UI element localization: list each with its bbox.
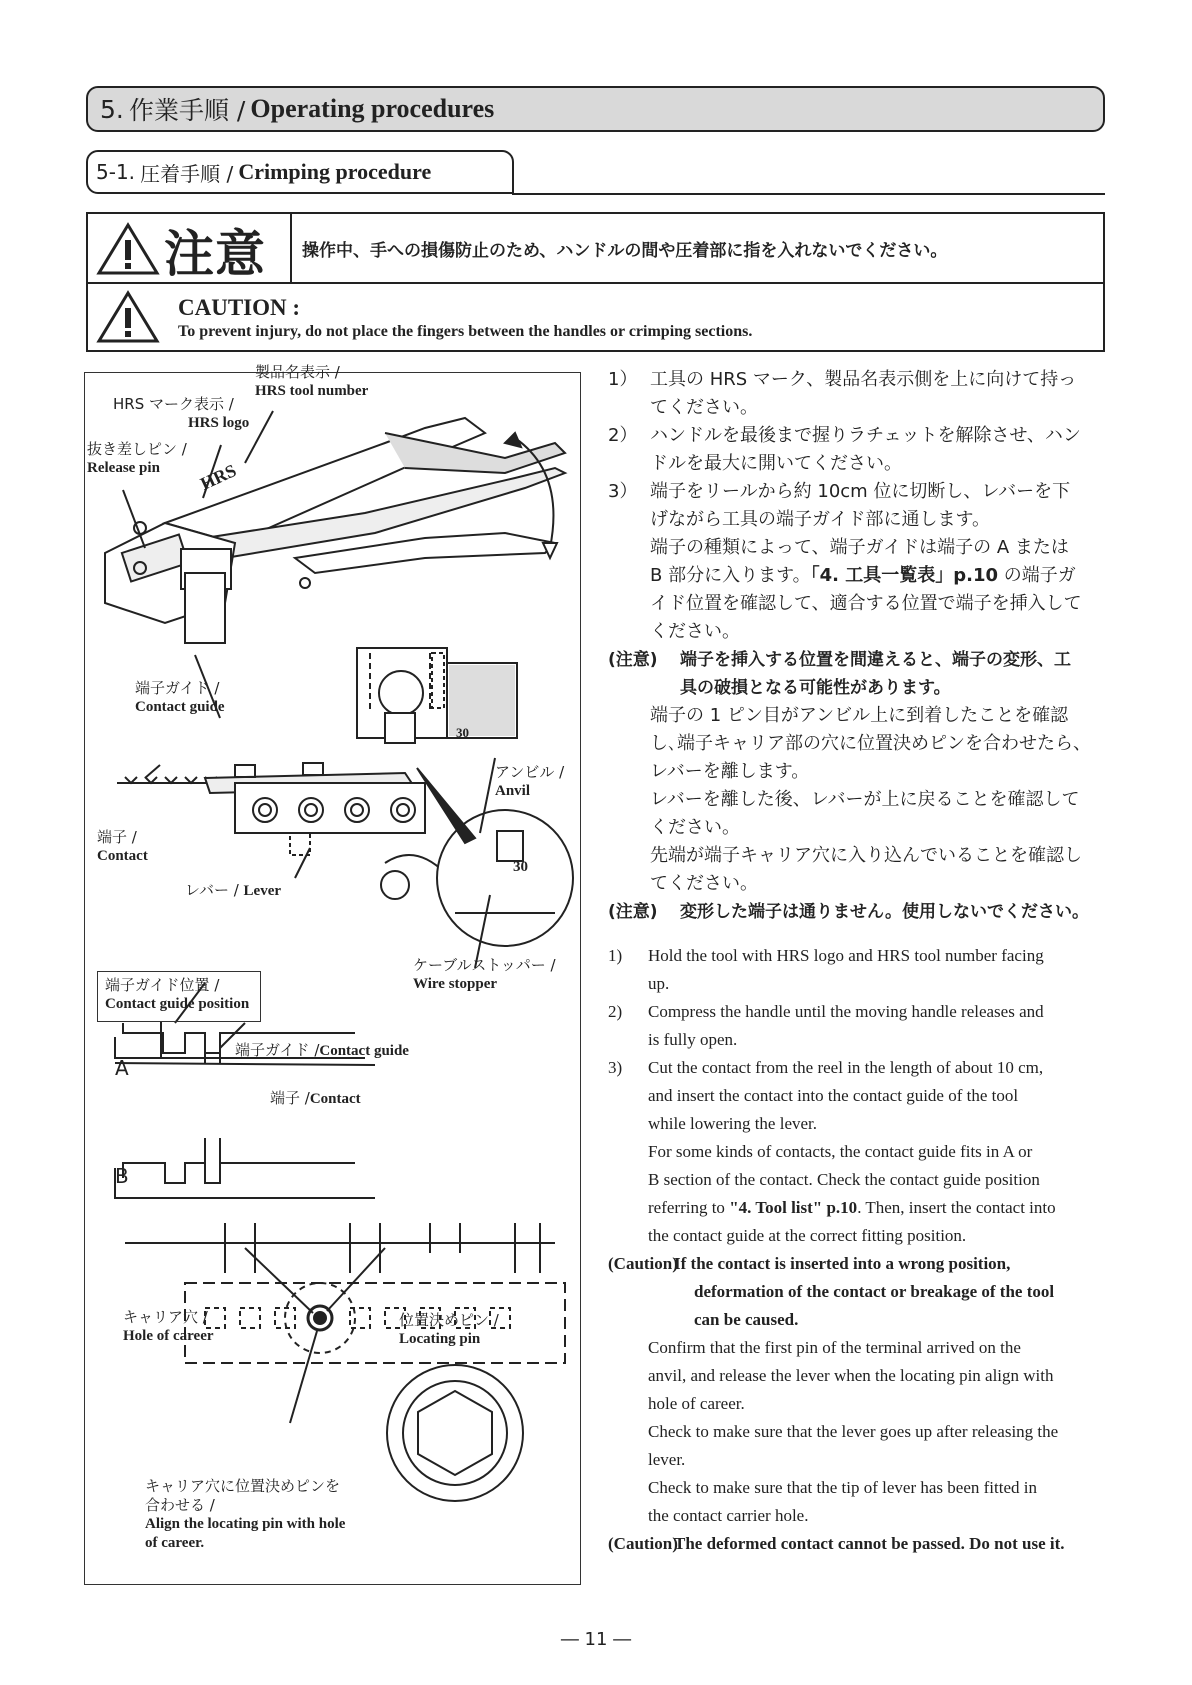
subsection-rule xyxy=(512,193,1105,195)
en-caution-1: (Caution) If the contact is inserted into a wrong position, deformation of the contact or breakage of the tool can be caused. xyxy=(608,1254,1055,1329)
tool-list-reference-jp: 「4. 工具一覧表」p.10 xyxy=(810,565,999,586)
caution-jp-row xyxy=(88,214,1103,284)
label-contact-a: 端子 /Contact xyxy=(270,1089,361,1107)
jp-paragraph-1: 端子の 1 ピン目がアンビル上に到着したことを確認 し､端子キャリア部の穴に位置決めピンを合わせたら、 レバーを離します。 xyxy=(650,705,1091,782)
steps-japanese xyxy=(608,366,1108,926)
section-title-jp: 作業手順 / xyxy=(128,96,246,125)
subsection-title-jp: 圧着手順 / xyxy=(140,161,234,186)
label-section-a: A xyxy=(115,1056,129,1080)
label-contact-guide: 端子ガイド / Contact guide xyxy=(135,679,225,715)
warning-triangle-icon xyxy=(96,222,160,276)
jp-caution-1: (注意) 端子を挿入する位置を間違えると、端子の変形、工 具の破損となる可能性があります。 xyxy=(608,650,1071,698)
label-lever: レバー / Lever xyxy=(185,881,282,899)
label-hrs-mark: HRS マーク表示 / HRS logo xyxy=(113,395,250,431)
label-wire-stopper: ケーブルストッパー / Wire stopper xyxy=(413,956,556,992)
label-anvil: アンビル / Anvil xyxy=(495,763,565,799)
caution-jp-text: 操作中、手への損傷防止のため、ハンドルの間や圧着部に指を入れないでください。 xyxy=(302,241,948,261)
mark-30: 30 xyxy=(456,725,469,740)
caution-en-row xyxy=(88,284,1103,352)
label-release-pin: 抜き差しピン / Release pin xyxy=(87,440,187,476)
en-step-3: 3) Cut the contact from the reel in the length of about 10 cm, and insert the contact into the contact guide of the tool while lowering the lever. For some kinds of contacts, the contact guide fits in A or B section of the contact. Check the contact guide position referring to "4. Tool list" p.10. Then, insert the contact into the contact guide at the correct fitting position. xyxy=(608,1058,1056,1245)
jp-paragraph-2: レバーを離した後、レバーが上に戻ることを確認して ください。 xyxy=(650,789,1080,838)
jp-step-1: 1） 工具の HRS マーク、製品名表示側を上に向けて持っ てください。 xyxy=(608,369,1077,418)
label-product-name: 製品名表示 / HRS tool number xyxy=(255,363,369,399)
guide-position-box: 端子ガイド位置 / Contact guide position xyxy=(97,971,261,1022)
jp-step-3: 3） 端子をリールから約 10cm 位に切断し、レバーを下 げながら工具の端子ガイド部に通します。 端子の種類によって、端子ガイドは端子の A または B 部分に入ります。「4. 工具一覧表」p.10 の端子ガ イド位置を確認して、適合する位置で端子を挿入して ください。 xyxy=(608,481,1082,642)
section-title-en: Operating procedures xyxy=(250,94,495,123)
caution-en-text: To prevent injury, do not place the fingers between the handles or crimping sections. xyxy=(178,323,753,340)
en-step-1: 1) Hold the tool with HRS logo and HRS tool number facing up. xyxy=(608,946,1044,993)
subsection-header xyxy=(86,150,514,194)
en-paragraph-3: Check to make sure that the tip of lever has been fitted in the contact carrier hole. xyxy=(648,1478,1037,1525)
label-cg-a: 端子ガイド /Contact guide xyxy=(235,1041,409,1059)
subsection-title-en: Crimping procedure xyxy=(238,159,432,184)
label-career-hole: キャリア穴 / Hole of career xyxy=(123,1308,214,1344)
caution-jp-heading-cell xyxy=(88,214,292,282)
caution-en-title: CAUTION : xyxy=(178,295,301,320)
section-header xyxy=(86,86,1105,132)
en-step-2: 2) Compress the handle until the moving handle releases and is fully open. xyxy=(608,1002,1044,1049)
section-number: 5. xyxy=(100,94,124,124)
label-align-instruction: キャリア穴に位置決めピンを 合わせる / Align the locating pin with hole of career. xyxy=(145,1477,346,1551)
en-paragraph-1: Confirm that the first pin of the terminal arrived on the anvil, and release the lever when the locating pin align with hole of career. xyxy=(648,1338,1054,1413)
en-paragraph-2: Check to make sure that the lever goes up after releasing the lever. xyxy=(648,1422,1059,1469)
caution-jp-heading: 注意 xyxy=(164,225,266,283)
label-contact: 端子 / Contact xyxy=(97,828,148,864)
steps-english xyxy=(608,942,1108,1558)
figure-panel xyxy=(84,363,581,1585)
jp-step-2: 2） ハンドルを最後まで握りラチェットを解除させ、ハン ドルを最大に開いてください。 xyxy=(608,425,1081,474)
label-locating-pin: 位置決めピン / Locating pin xyxy=(399,1311,499,1347)
warning-triangle-icon xyxy=(96,290,160,344)
en-caution-2: (Caution) The deformed contact cannot be passed. Do not use it. xyxy=(608,1534,1065,1553)
mark-30-zoom: 30 xyxy=(513,859,528,875)
subsection-number: 5-1. xyxy=(96,160,136,184)
tool-logo: HRS xyxy=(197,460,240,494)
page-number: ― 11 ― xyxy=(560,1629,632,1650)
tool-list-reference-en: "4. Tool list" p.10 xyxy=(729,1198,858,1217)
label-section-b: B xyxy=(115,1164,129,1188)
jp-caution-2: (注意) 変形した端子は通りません。使用しないでください。 xyxy=(608,902,1090,922)
jp-paragraph-3: 先端が端子キャリア穴に入り込んでいることを確認し てください。 xyxy=(650,845,1082,894)
caution-box xyxy=(86,212,1105,352)
